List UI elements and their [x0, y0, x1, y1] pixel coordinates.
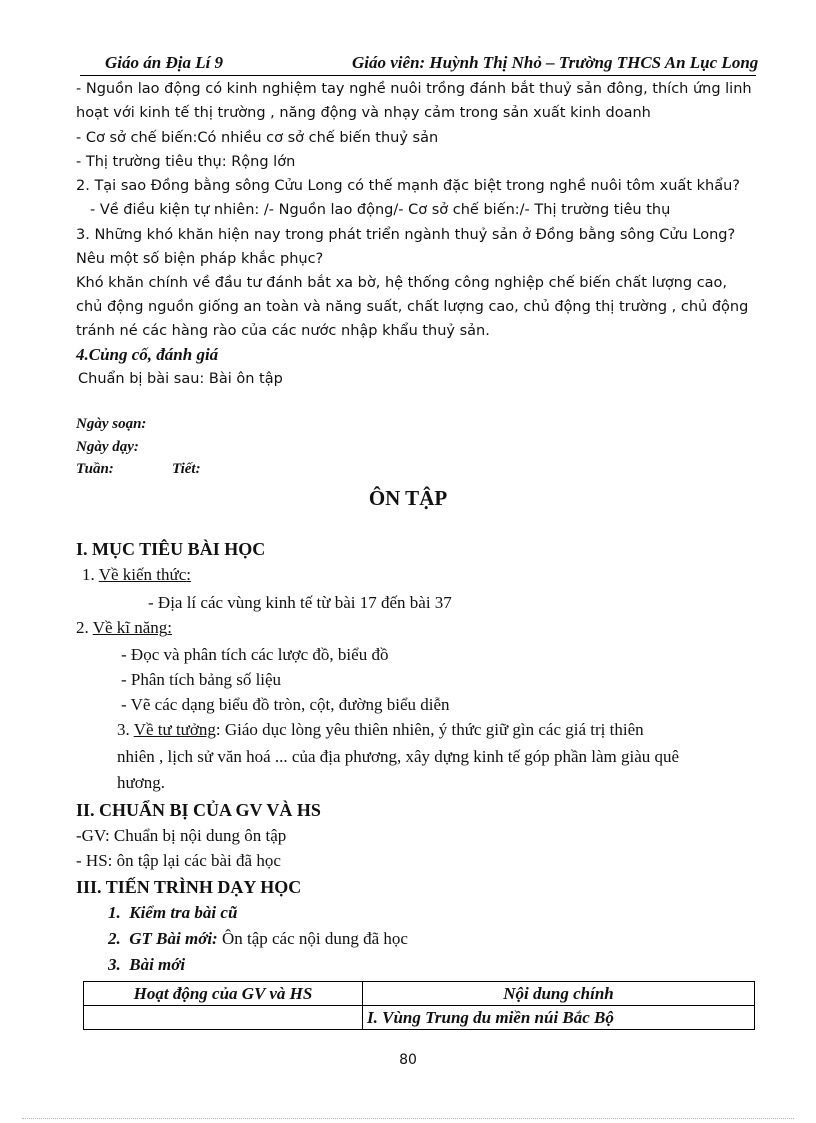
kien-thuc-heading [82, 565, 191, 585]
ki-nang-item: - Vẽ các dạng biểu đồ tròn, cột, đường biểu diễn [121, 695, 450, 714]
text-line: - Thị trường tiêu thụ: Rộng lớn [76, 154, 296, 170]
item-text: Bài mới [129, 955, 186, 974]
table-header-activity: Hoạt động của GV và HS [84, 982, 363, 1006]
question-2: 2. Tại sao Đồng bằng sông Cửu Long có thế mạnh đặc biệt trong nghề nuôi tôm xuất khẩu? [76, 178, 740, 194]
table-cell-content: I. Vùng Trung du miền núi Bắc Bộ [363, 1006, 755, 1030]
ki-nang-colon: : [167, 618, 173, 637]
page-number: 80 [399, 1052, 417, 1068]
section-3-item-1 [108, 903, 237, 923]
tu-tuong-label: Về tư tưởng [133, 720, 216, 739]
ki-nang-label: Về kĩ năng [92, 618, 168, 637]
kien-thuc-label: Về kiến thức [98, 565, 187, 584]
table-cell-activity [84, 1006, 363, 1030]
item-number: 3. [108, 955, 121, 974]
gv-prep: -GV: Chuẩn bị nội dung ôn tập [76, 826, 287, 845]
section-4-text: Chuẩn bị bài sau: Bài ôn tập [78, 371, 283, 387]
section-1-heading: I. MỤC TIÊU BÀI HỌC [76, 539, 266, 559]
tu-tuong-cont: hương. [117, 773, 165, 792]
ki-nang-heading [76, 618, 172, 638]
tu-tuong-number: 3. [117, 720, 130, 739]
answer-3-cont: chủ động nguồn giống an toàn và năng suất, chất lượng cao, chủ động thị trường , chủ động [76, 299, 749, 315]
table-header-content: Nội dung chính [363, 982, 755, 1006]
question-3-cont: Nêu một số biện pháp khắc phục? [76, 251, 324, 267]
table-row [84, 1006, 755, 1030]
answer-3-cont: tránh né các hàng rào của các nước nhập khẩu thuỷ sản. [76, 323, 490, 339]
text-line: - Cơ sở chế biến:Có nhiều cơ sở chế biến thuỷ sản [76, 130, 439, 146]
ki-nang-item: - Phân tích bảng số liệu [121, 670, 282, 689]
item-number: 2. [108, 929, 121, 948]
item-label: GT Bài mới: [129, 929, 218, 948]
kien-thuc-number: 1. [82, 565, 95, 584]
table-header-row [84, 982, 755, 1006]
ngay-day: Ngày dạy: [76, 439, 139, 455]
tiet: Tiết: [172, 461, 201, 477]
section-3-item-2 [108, 929, 408, 949]
ki-nang-item: - Đọc và phân tích các lược đồ, biểu đồ [121, 645, 389, 664]
ngay-soan: Ngày soạn: [76, 416, 147, 432]
tuan: Tuần: [76, 461, 114, 477]
tu-tuong-cont: nhiên , lịch sử văn hoá ... của địa phương, xây dựng kinh tế góp phần làm giàu quê [117, 747, 680, 766]
question-3: 3. Những khó khăn hiện nay trong phát triển ngành thuỷ sản ở Đồng bằng sông Cửu Long? [76, 227, 736, 243]
section-3-item-3 [108, 955, 185, 975]
answer-3: Khó khăn chính về đầu tư đánh bắt xa bờ, hệ thống công nghiệp chế biến chất lượng cao, [76, 275, 728, 291]
tu-tuong-line [117, 720, 644, 740]
answer-2: - Về điều kiện tự nhiên: /- Nguồn lao động/- Cơ sở chế biến:/- Thị trường tiêu thụ [90, 202, 671, 218]
kien-thuc-item: - Địa lí các vùng kinh tế từ bài 17 đến bài 37 [148, 593, 452, 612]
section-3-heading: III. TIẾN TRÌNH DẠY HỌC [76, 877, 302, 897]
item-number: 1. [108, 903, 121, 922]
page-bottom-border [22, 1118, 794, 1119]
text-line: - Nguồn lao động có kinh nghiệm tay nghề nuôi trồng đánh bắt thuỷ sản đông, thích ứng linh [76, 81, 752, 97]
section-2-heading: II. CHUẨN BỊ CỦA GV VÀ HS [76, 800, 321, 820]
page-title: ÔN TẬP [368, 486, 448, 510]
header-subject: Giáo án Địa Lí 9 [105, 53, 224, 72]
section-4-title: 4.Củng cố, đánh giá [76, 345, 219, 364]
header-rule [80, 75, 756, 76]
header-teacher: Giáo viên: Huỳnh Thị Nhỏ – Trường THCS An Lục Long [352, 53, 759, 72]
item-text: Kiểm tra bài cũ [129, 903, 238, 922]
ki-nang-number: 2. [76, 618, 89, 637]
kien-thuc-colon: : [186, 565, 192, 584]
item-text: Ôn tập các nội dung đã học [217, 929, 408, 948]
tu-tuong-text: : Giáo dục lòng yêu thiên nhiên, ý thức giữ gìn các giá trị thiên [215, 720, 644, 739]
hs-prep: - HS: ôn tập lại các bài đã học [76, 851, 281, 870]
lesson-table [83, 981, 755, 1030]
text-line: hoạt với kinh tế thị trường , năng động và nhạy cảm trong sản xuất kinh doanh [76, 105, 651, 121]
